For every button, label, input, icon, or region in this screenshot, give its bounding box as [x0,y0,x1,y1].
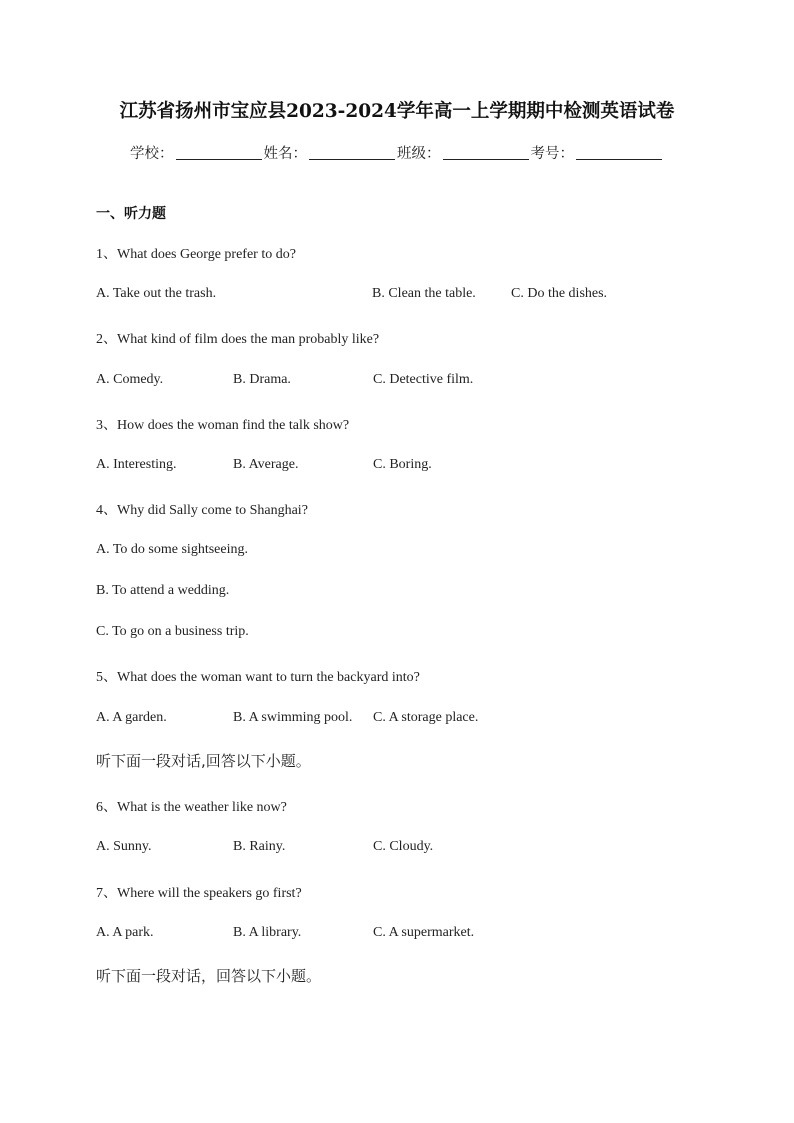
q4-option-b: B. To attend a wedding. [96,583,230,598]
question-6: 6、What is the weather like now? [96,800,287,815]
question-4: 4、Why did Sally come to Shanghai? [96,503,308,518]
q7-option-b: B. A library. [233,925,302,940]
class-blank[interactable] [443,145,529,160]
q3-option-a: A. Interesting. [96,457,177,472]
question-1: 1、What does George prefer to do? [96,247,296,262]
q3-option-b: B. Average. [233,457,299,472]
school-blank[interactable] [176,145,262,160]
name-blank[interactable] [309,145,395,160]
question-3: 3、How does the woman find the talk show? [96,418,350,433]
q5-option-a: A. A garden. [96,710,167,725]
q4-option-a: A. To do some sightseeing. [96,542,248,557]
q5-option-c: C. A storage place. [373,710,479,725]
name-label: 姓名： [263,146,307,162]
q2-option-a: A. Comedy. [96,372,164,387]
q6-option-c: C. Cloudy. [373,839,434,854]
q7-option-c: C. A supermarket. [373,925,475,940]
q4-option-c: C. To go on a business trip. [96,624,249,639]
q7-option-a: A. A park. [96,925,154,940]
q1-option-b: B. Clean the table. [372,286,476,301]
student-info-line [0,142,794,163]
question-7: 7、Where will the speakers go first? [96,886,302,901]
instruction-listen-1: 听下面一段对话,回答以下小题。 [96,752,311,770]
number-label: 考号： [530,146,574,162]
q1-option-a: A. Take out the trash. [96,286,217,301]
class-label: 班级： [397,146,441,162]
instruction-listen-2: 听下面一段对话，回答以下小题。 [96,967,322,985]
q1-option-c: C. Do the dishes. [511,286,608,301]
question-5: 5、What does the woman want to turn the backyard into? [96,670,420,685]
number-blank[interactable] [576,145,662,160]
school-label: 学校： [130,146,174,162]
q6-option-a: A. Sunny. [96,839,152,854]
q2-option-c: C. Detective film. [373,372,474,387]
q5-option-b: B. A swimming pool. [233,710,353,725]
page-title: 江苏省扬州市宝应县2023-2024学年高一上学期期中检测英语试卷 [119,101,675,122]
section-heading-listening: 一、听力题 [96,206,166,222]
q3-option-c: C. Boring. [373,457,432,472]
question-2: 2、What kind of film does the man probably like? [96,332,380,347]
q2-option-b: B. Drama. [233,372,291,387]
q6-option-b: B. Rainy. [233,839,286,854]
